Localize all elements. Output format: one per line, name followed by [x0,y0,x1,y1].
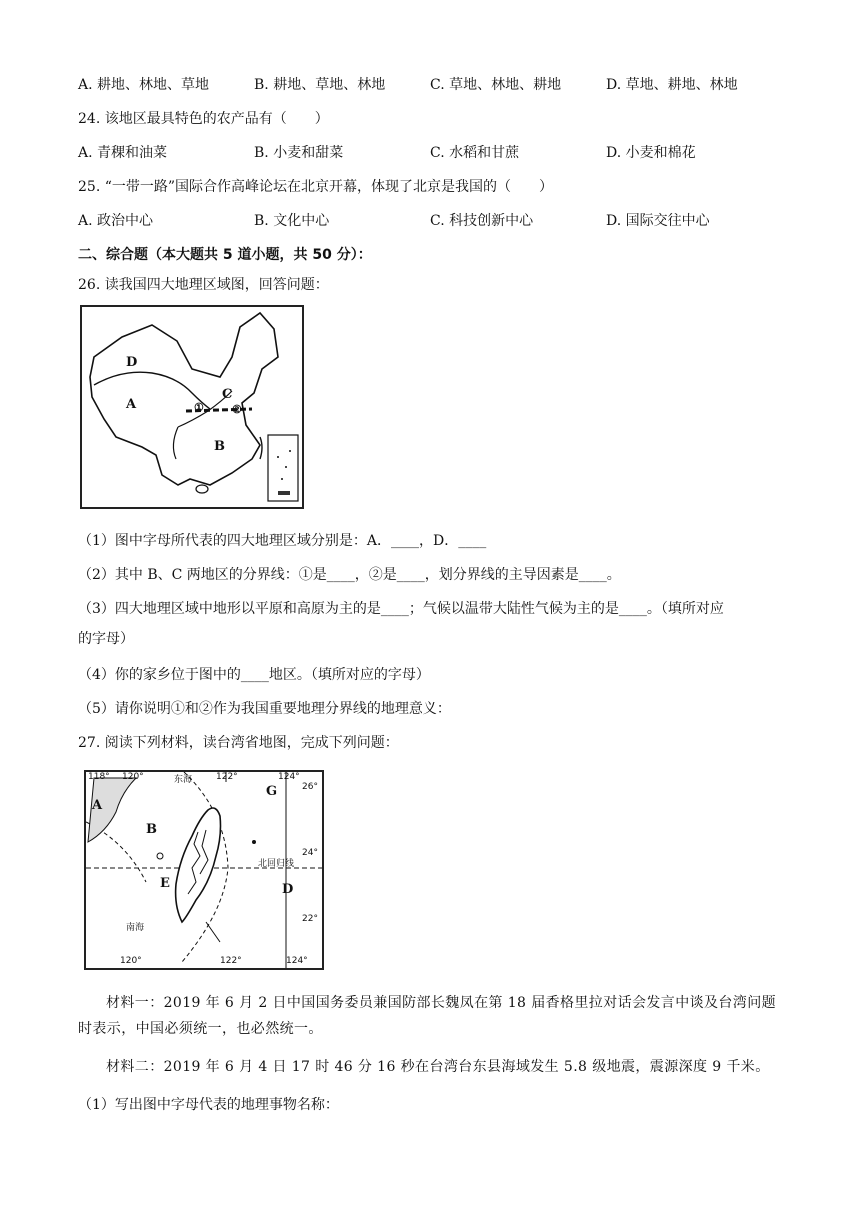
top-tick-124: 124° [278,772,300,782]
right-tick-22: 22° [302,914,318,924]
q26-sub3: （3）四大地理区域中地形以平原和高原为主的是____；气候以温带大陆性气候为主的是____。（填所对应 [78,601,724,617]
q24-option-c: C. 水稻和甘蔗 [430,145,520,161]
top-tick-120: 120° [122,772,144,782]
taiwan-map-svg [86,772,322,968]
q24-option-d: D. 小麦和棉花 [606,145,696,161]
taiwan-map [84,770,324,970]
region-label-c: C [222,387,233,402]
q26-sub3-cont: 的字母） [78,631,134,647]
right-tick-24: 24° [302,848,318,858]
q24-option-b: B. 小麦和甜菜 [254,145,344,161]
bottom-tick-120: 120° [120,956,142,966]
tropic-of-cancer-label: 北回归线 [258,859,295,869]
bottom-tick-122: 122° [220,956,242,966]
q23-option-a: A. 耕地、林地、草地 [78,77,210,93]
q25-option-d: D. 国际交往中心 [606,213,710,229]
q24-stem: 24. 该地区最具特色的农产品有（ ） [78,111,329,127]
q26-stem: 26. 读我国四大地理区域图，回答问题： [78,277,329,293]
q26-sub4: （4）你的家乡位于图中的____地区。（填所对应的字母） [78,667,430,683]
taiwan-label-b: B [146,822,157,837]
top-tick-122: 122° [216,772,238,782]
q27-material-2: 材料二：2019 年 6 月 4 日 17 时 46 分 16 秒在台湾台东县海域发生 5.8 级地震，震源深度 9 千米。 [106,1059,770,1075]
south-china-sea-label: 南海 [126,923,145,933]
taiwan-label-e: E [160,876,170,891]
q23-option-d: D. 草地、耕地、林地 [606,77,738,93]
taiwan-label-a: A [92,798,103,813]
q25-option-b: B. 文化中心 [254,213,330,229]
top-tick-118: 118° [88,772,110,782]
q24-option-a: A. 青稞和油菜 [78,145,168,161]
boundary-label-1: ① [194,401,204,414]
taiwan-label-d: D [282,882,294,897]
q26-sub5: （5）请你说明①和②作为我国重要地理分界线的地理意义： [78,701,451,717]
q25-stem: 25. “一带一路”国际合作高峰论坛在北京开幕，体现了北京是我国的（ ） [78,179,554,195]
q23-option-c: C. 草地、林地、耕地 [430,77,562,93]
q25-option-a: A. 政治中心 [78,213,154,229]
china-regions-map [80,305,304,509]
q26-sub2: （2）其中 B、C 两地区的分界线：①是____，②是____，划分界线的主导因素是____。 [78,567,621,583]
china-map-svg [82,307,302,507]
region-label-b: B [214,439,225,454]
q26-sub1: （1）图中字母所代表的四大地理区域分别是：A．____，D．____ [78,533,487,549]
q23-option-b: B. 耕地、草地、林地 [254,77,386,93]
bottom-tick-124: 124° [286,956,308,966]
q27-material-1: 材料一：2019 年 6 月 2 日中国国务委员兼国防部长魏凤在第 18 届香格里拉对话会发言中谈及台湾问题时表示，中国必须统一，也必然统一。 [78,995,777,1037]
q27-sub1: （1）写出图中字母代表的地理事物名称： [78,1097,339,1113]
right-tick-26: 26° [302,782,318,792]
region-label-a: A [126,397,137,412]
q25-option-c: C. 科技创新中心 [430,213,534,229]
top-label-east-sea: 东海 [174,775,193,785]
taiwan-label-g: G [266,784,278,799]
boundary-label-2: ② [232,403,242,416]
section-title: 二、综合题（本大题共 5 道小题，共 50 分）： [78,247,372,263]
q27-stem: 27. 阅读下列材料，读台湾省地图，完成下列问题： [78,735,399,751]
region-label-d: D [126,355,138,370]
